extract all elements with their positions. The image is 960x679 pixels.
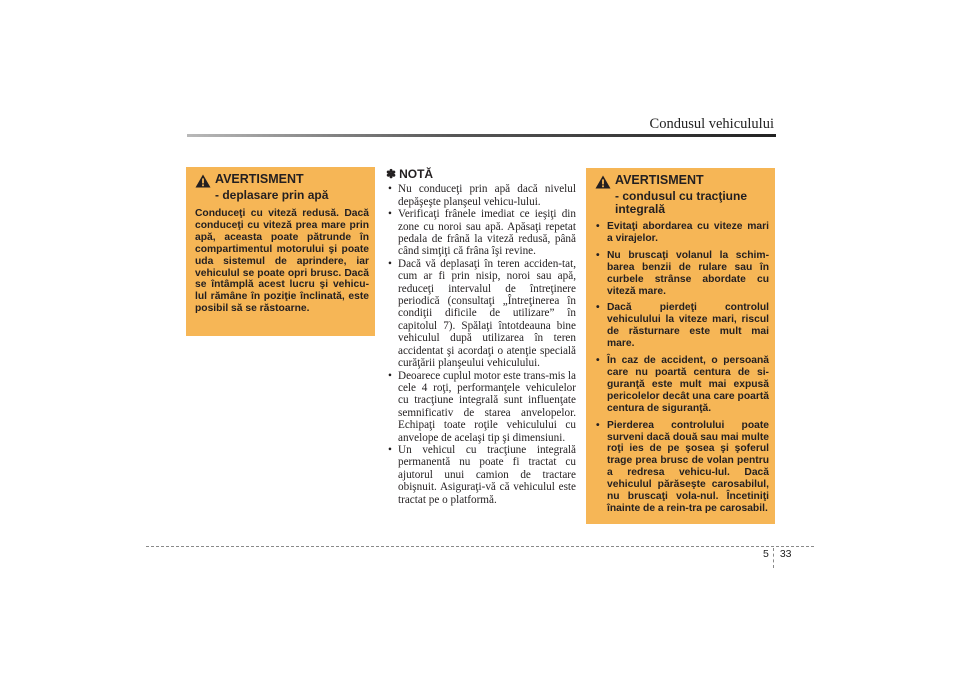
warning-header (195, 173, 369, 188)
section-title: Condusul vehiculului (649, 116, 774, 132)
star-cross-icon: ✽ (386, 167, 397, 181)
note-section (386, 168, 576, 506)
warning-triangle-icon (195, 174, 211, 188)
warning-subheading: - deplasare prin apă (215, 188, 329, 202)
note-item: • Verificaţi frânele imediat ce ieşiţi din zone cu noroi sau apă. Apăsaţi repetat pedala de frână la viteză redusă, până când simţiţi că frâna îşi revine. (386, 208, 576, 258)
note-item: • Deoarece cuplul motor este trans-mis la cele 4 roţi, performanţele vehiculelor cu tracţiune integrală sunt influenţate semnificativ de starea anvelopelor. Echipaţi toate roţile vehiculului cu anvelope de acelaşi tip şi dimensiuni. (386, 370, 576, 444)
chapter-number: 5 (763, 548, 769, 560)
warning-item: • În caz de accident, o persoană care nu poartă centura de si-guranţă este mult mai expusă pericolelor decât una care poartă centura de siguranţă. (595, 355, 769, 415)
footer-rule (146, 546, 814, 547)
warning-heading: AVERTISMENT (215, 172, 304, 186)
note-heading: NOTĂ (399, 167, 434, 181)
note-item: • Nu conduceţi prin apă dacă nivelul depăşeşte planşeul vehicu-lului. (386, 183, 576, 208)
warning-item: • Nu bruscaţi volanul la schim-barea benzii de rulare sau în curbele strânse abordate cu viteză mare. (595, 250, 769, 298)
warning-item: • Pierderea controlului poate surveni dacă două sau mai multe roţi ies de pe şosea şi şoferul trage prea brusc de volan pentru a redresa vehicu-lul. Dacă vehiculul părăseşte carosabilul, nu bruscaţi vola-nul. Încetiniţi înainte de a rein-tra pe carosabil. (595, 420, 769, 515)
warning-box-4wd (586, 168, 775, 524)
note-header (386, 168, 576, 180)
warning-subheading: - condusul cu tracţiune integrală (615, 189, 748, 216)
note-list (386, 183, 576, 506)
warning-text: Conduceţi cu viteză redusă. Dacă conduceţi cu viteză prea mare prin apă, aceasta poate pătrunde în compartimentul motorului şi poate uda sistemul de aprindere, iar vehiculul se poate opri brusc. Dacă se întâmplă acest lucru şi vehicu-lul rămâne în poziţie înclinată, este posibil să se răstoarne. (195, 208, 369, 315)
header-rule (187, 134, 776, 137)
warning-list (595, 221, 769, 515)
warning-header (595, 174, 769, 189)
note-item: • Un vehicul cu tracţiune integrală permanentă nu poate fi tractat cu ajutorul unui camion de tractare obişnuit. Asiguraţi-vă că vehiculul este tractat pe o platformă. (386, 444, 576, 506)
page-number (763, 548, 792, 568)
warning-item: • Dacă pierdeţi controlul vehiculului la viteze mari, riscul de răsturnare este mult mai mare. (595, 302, 769, 350)
warning-heading: AVERTISMENT (615, 173, 704, 187)
note-item: • Dacă vă deplasaţi în teren acciden-tat, cum ar fi prin nisip, noroi sau apă, reduceţi intervalul de întreţinere periodică (consultaţi „Întreţinerea în condiţii dificile de utilizare” în capitolul 7). Spălaţi întotdeauna bine vehiculul după utilizarea în teren accidentat şi acordaţi o atenţie specială curăţării planşeului vehiculului. (386, 258, 576, 370)
warning-item: • Evitaţi abordarea cu viteze mari a virajelor. (595, 221, 769, 245)
page-separator (773, 548, 775, 568)
page-number-value: 33 (779, 548, 792, 560)
warning-box-water (186, 167, 375, 336)
warning-triangle-icon (595, 175, 611, 189)
